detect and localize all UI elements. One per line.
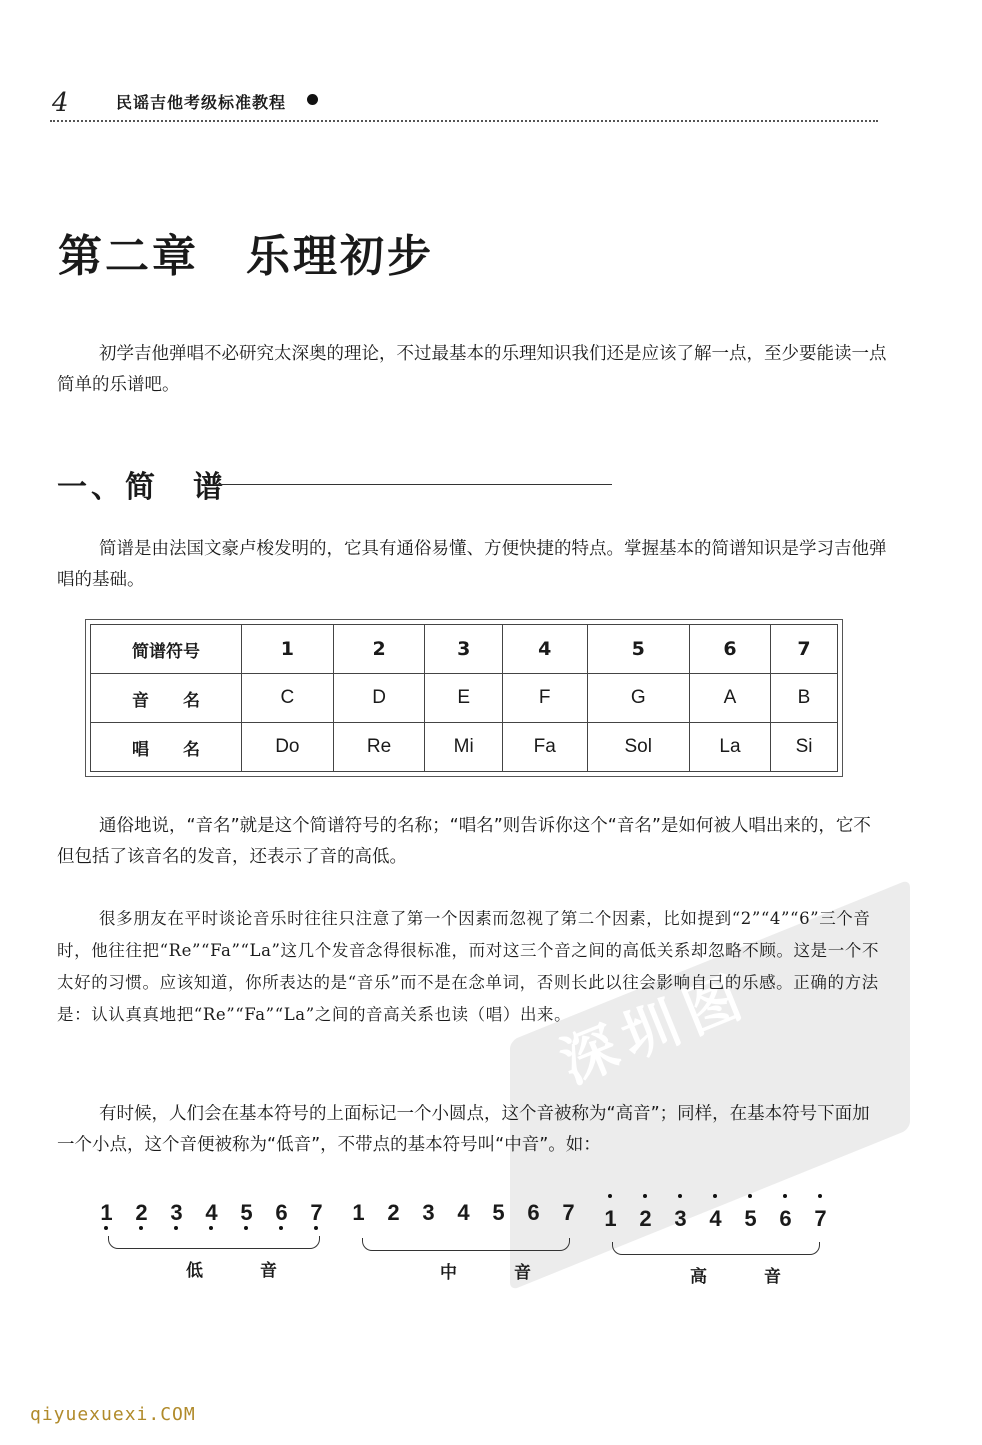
middle-note: 1 — [352, 1200, 365, 1225]
solfege-cell: Sol — [587, 723, 689, 772]
middle-note: 4 — [457, 1200, 470, 1225]
table-row — [91, 723, 838, 772]
symbol-cell: 3 — [425, 625, 502, 674]
high-note: 2 — [635, 1206, 656, 1232]
low-register-notes — [96, 1200, 327, 1226]
solfege-cell: Fa — [502, 723, 587, 772]
low-note: 4 — [201, 1200, 222, 1226]
low-note: 7 — [306, 1200, 327, 1226]
note-name-cell: A — [689, 674, 770, 723]
symbol-cell: 6 — [689, 625, 770, 674]
middle-note: 2 — [387, 1200, 400, 1225]
page-number: 4 — [52, 88, 69, 118]
header-divider — [50, 120, 878, 122]
high-note: 5 — [740, 1206, 761, 1232]
row-header-solfege: 唱 名 — [91, 723, 242, 772]
high-note: 4 — [705, 1206, 726, 1232]
site-watermark: qiyuexuexi.COM — [30, 1404, 196, 1425]
bullet-dot-icon — [307, 94, 318, 105]
high-register-brace — [612, 1242, 820, 1255]
high-register-label: 高 音 — [690, 1267, 801, 1287]
notation-table — [90, 624, 838, 772]
symbol-cell: 1 — [242, 625, 334, 674]
high-note: 3 — [670, 1206, 691, 1232]
low-note: 2 — [131, 1200, 152, 1226]
note-name-cell: B — [771, 674, 838, 723]
high-note: 1 — [600, 1206, 621, 1232]
row-header-note-name: 音 名 — [91, 674, 242, 723]
row-header-symbol: 简谱符号 — [91, 625, 242, 674]
low-note: 1 — [96, 1200, 117, 1226]
middle-register-label: 中 音 — [440, 1263, 551, 1283]
solfege-cell: Si — [771, 723, 838, 772]
pitch-habit-paragraph: 很多朋友在平时谈论音乐时往往只注意了第一个因素而忽视了第二个因素，比如提到“2”“4”“6”三个音时，他往往把“Re”“Fa”“La”这几个发音念得很标准，而对这三个音之间的高低关系却忽略不顾。这是一个不太好的习惯。应该知道，你所表达的是“音乐”而不是在念单词，否则长此以往会影响自己的乐感。正确的方法是：认认真真地把“Re”“Fa”“La”之间的音高关系也读（唱）出来。 — [57, 909, 880, 1024]
note-name-cell: F — [502, 674, 587, 723]
dot-notation-paragraph: 有时候，人们会在基本符号的上面标记一个小圆点，这个音被称为“高音”；同样，在基本符号下面加一个小点，这个音便被称为“低音”，不带点的基本符号叫“中音”。如： — [57, 1104, 870, 1155]
middle-note: 6 — [527, 1200, 540, 1225]
chapter-title: 第二章 乐理初步 — [58, 231, 434, 282]
middle-note: 7 — [562, 1200, 575, 1225]
middle-register-notes — [348, 1200, 579, 1226]
yinming-paragraph: 通俗地说，“音名”就是这个简谱符号的名称；“唱名”则告诉你这个“音名”是如何被人唱出来的，它不但包括了该音名的发音，还表示了音的高低。 — [57, 816, 871, 867]
book-title: 民谣吉他考级标准教程 — [116, 93, 287, 112]
note-name-cell: D — [333, 674, 425, 723]
symbol-cell: 4 — [502, 625, 587, 674]
jianpu-paragraph: 简谱是由法国文豪卢梭发明的，它具有通俗易懂、方便快捷的特点。掌握基本的简谱知识是学习吉他弹唱的基础。 — [57, 539, 887, 590]
symbol-cell: 2 — [333, 625, 425, 674]
middle-note: 5 — [492, 1200, 505, 1225]
note-name-cell: C — [242, 674, 334, 723]
symbol-cell: 5 — [587, 625, 689, 674]
intro-paragraph: 初学吉他弹唱不必研究太深奥的理论，不过最基本的乐理知识我们还是应该了解一点，至少要能读一点简单的乐谱吧。 — [57, 344, 887, 395]
low-note: 6 — [271, 1200, 292, 1226]
low-register-brace — [108, 1236, 320, 1249]
note-name-cell: E — [425, 674, 502, 723]
watermark-stamp-text: 深圳图 — [551, 961, 760, 1097]
solfege-cell: Re — [333, 723, 425, 772]
high-note: 6 — [775, 1206, 796, 1232]
low-note: 5 — [236, 1200, 257, 1226]
solfege-cell: La — [689, 723, 770, 772]
high-note: 7 — [810, 1206, 831, 1232]
low-register-label: 低 音 — [186, 1261, 297, 1281]
section-heading-rule — [214, 484, 612, 485]
section-heading: 一、简 谱 — [57, 470, 227, 505]
middle-note: 3 — [422, 1200, 435, 1225]
solfege-cell: Mi — [425, 723, 502, 772]
solfege-cell: Do — [242, 723, 334, 772]
high-register-notes — [600, 1206, 831, 1232]
note-name-cell: G — [587, 674, 689, 723]
table-row — [91, 625, 838, 674]
symbol-cell: 7 — [771, 625, 838, 674]
middle-register-brace — [362, 1238, 570, 1251]
notation-table-frame — [85, 619, 843, 777]
table-row — [91, 674, 838, 723]
low-note: 3 — [166, 1200, 187, 1226]
